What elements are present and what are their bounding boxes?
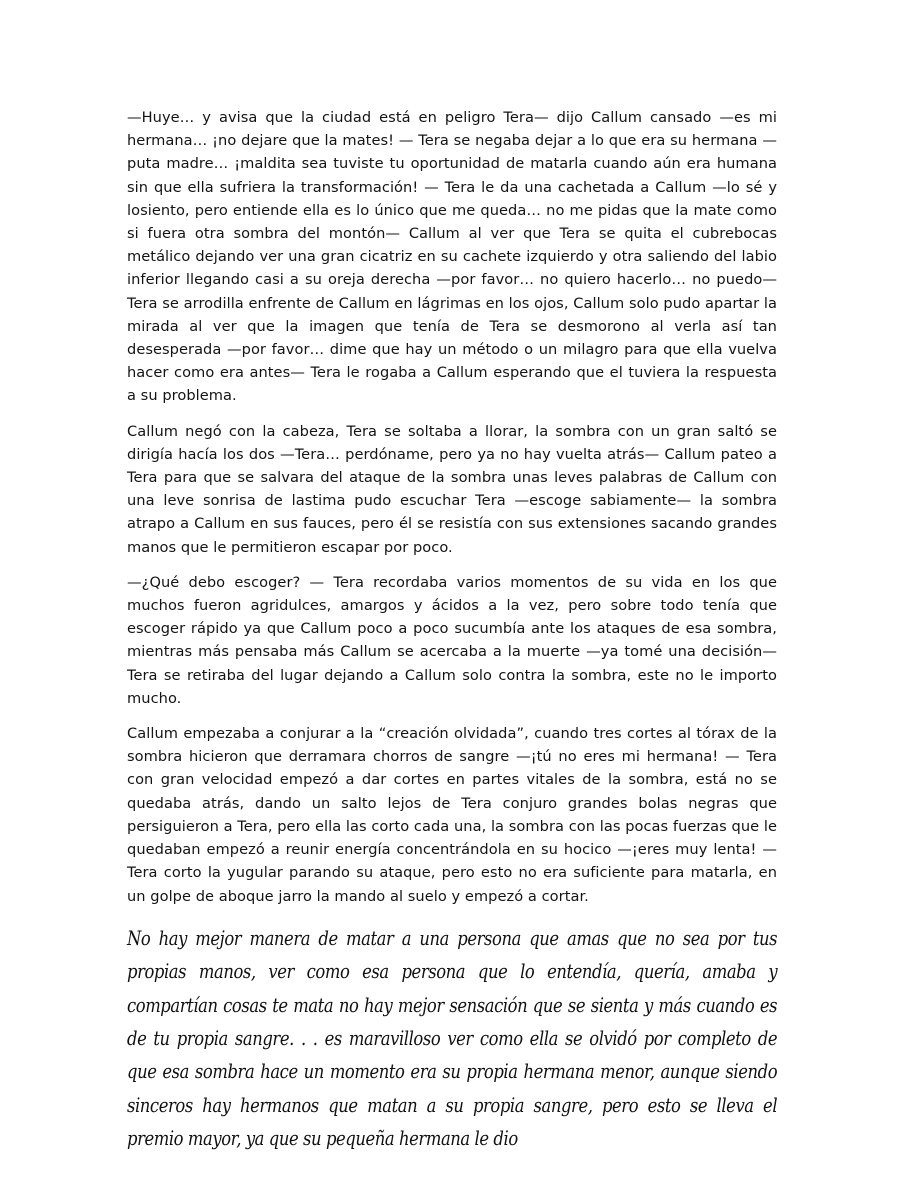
paragraph-3: —¿Qué debo escoger? — Tera recordaba varios momentos de su vida en los que muchos fueron agridulces, amargos y ácidos a la vez, pero sobre todo tenía que escoger rápido ya que Callum poco a poco sucumbía ante los ataques de esa sombra, mientras más pensaba más Callum se acercaba a la muerte —ya tomé una decisión— Tera se retiraba del lugar dejando a Callum solo contra la sombra, este no le importo mucho. [127, 573, 777, 707]
final-paragraph: No hay mejor manera de matar a una persona que amas que no sea por tus propias manos, ver como esa persona que lo entendía, quería, amaba y compartían cosas te mata no hay mejor sensación que se sienta y más cuando es de tu propia sangre. . . es maravilloso ver como ella se olvidó por completo de que esa sombra hace un momento era su propia hermana menor, aunque siendo sinceros hay hermanos que matan a su propia sangre, pero esto se lleva el premio mayor, ya que su pequeña hermana le dio [127, 926, 778, 1151]
paragraph-1: —Huye… y avisa que la ciudad está en peligro Tera— dijo Callum cansado —es mi hermana… ¡no dejare que la mates! — Tera se negaba dejar a lo que era su hermana —puta madre… ¡maldita sea tuviste tu oportunidad de matarla cuando aún era humana sin que ella sufriera la transformación! — Tera le da una cachetada a Callum —lo sé y losiento, pero entiende ella es lo único que me queda… no me pidas que la mate como si fuera otra sombra del montón— Callum al ver que Tera se quita el cubrebocas metálico dejando ver una gran cicatriz en su cachete izquierdo y otra saliendo del labio inferior llegando casi a su oreja derecha —por favor… no quiero hacerlo… no puedo— Tera se arrodilla enfrente de Callum en lágrimas en los ojos, Callum solo pudo apartar la mirada al ver que la imagen que tenía de Tera se desmorono al verla así tan desesperada —por favor… dime que hay un método o un milagro para que ella vuelva hacer como era antes— Tera le rogaba a Callum esperando que el tuviera la respuesta a su problema. [127, 109, 777, 405]
paragraph-2: Callum negó con la cabeza, Tera se soltaba a llorar, la sombra con un gran saltó se dirigía hacía los dos —Tera… perdóname, pero ya no hay vuelta atrás— Callum pateo a Tera para que se salvara del ataque de la sombra unas leves palabras de Callum con una leve sonrisa de lastima pudo escuchar Tera —escoge sabiamente— la sombra atrapo a Callum en sus fauces, pero él se resistía con sus extensiones sacando grandes manos que le permitieron escapar por poco. [127, 422, 777, 556]
paragraph-4: Callum empezaba a conjurar a la “creación olvidada”, cuando tres cortes al tórax de la sombra hicieron que derramara chorros de sangre —¡tú no eres mi hermana! — Tera con gran velocidad empezó a dar cortes en partes vitales de la sombra, está no se quedaba atrás, dando un salto lejos de Tera conjuro grandes bolas negras que persiguieron a Tera, pero ella las corto cada una, la sombra con las pocas fuerzas que le quedaban empezó a reunir energía concentrándola en su hocico —¡eres muy lenta! — Tera corto la yugular parando su ataque, pero esto no era suficiente para matarla, en un golpe de aboque jarro la mando al suelo y empezó a cortar. [127, 725, 777, 905]
document-page [127, 106, 777, 1156]
